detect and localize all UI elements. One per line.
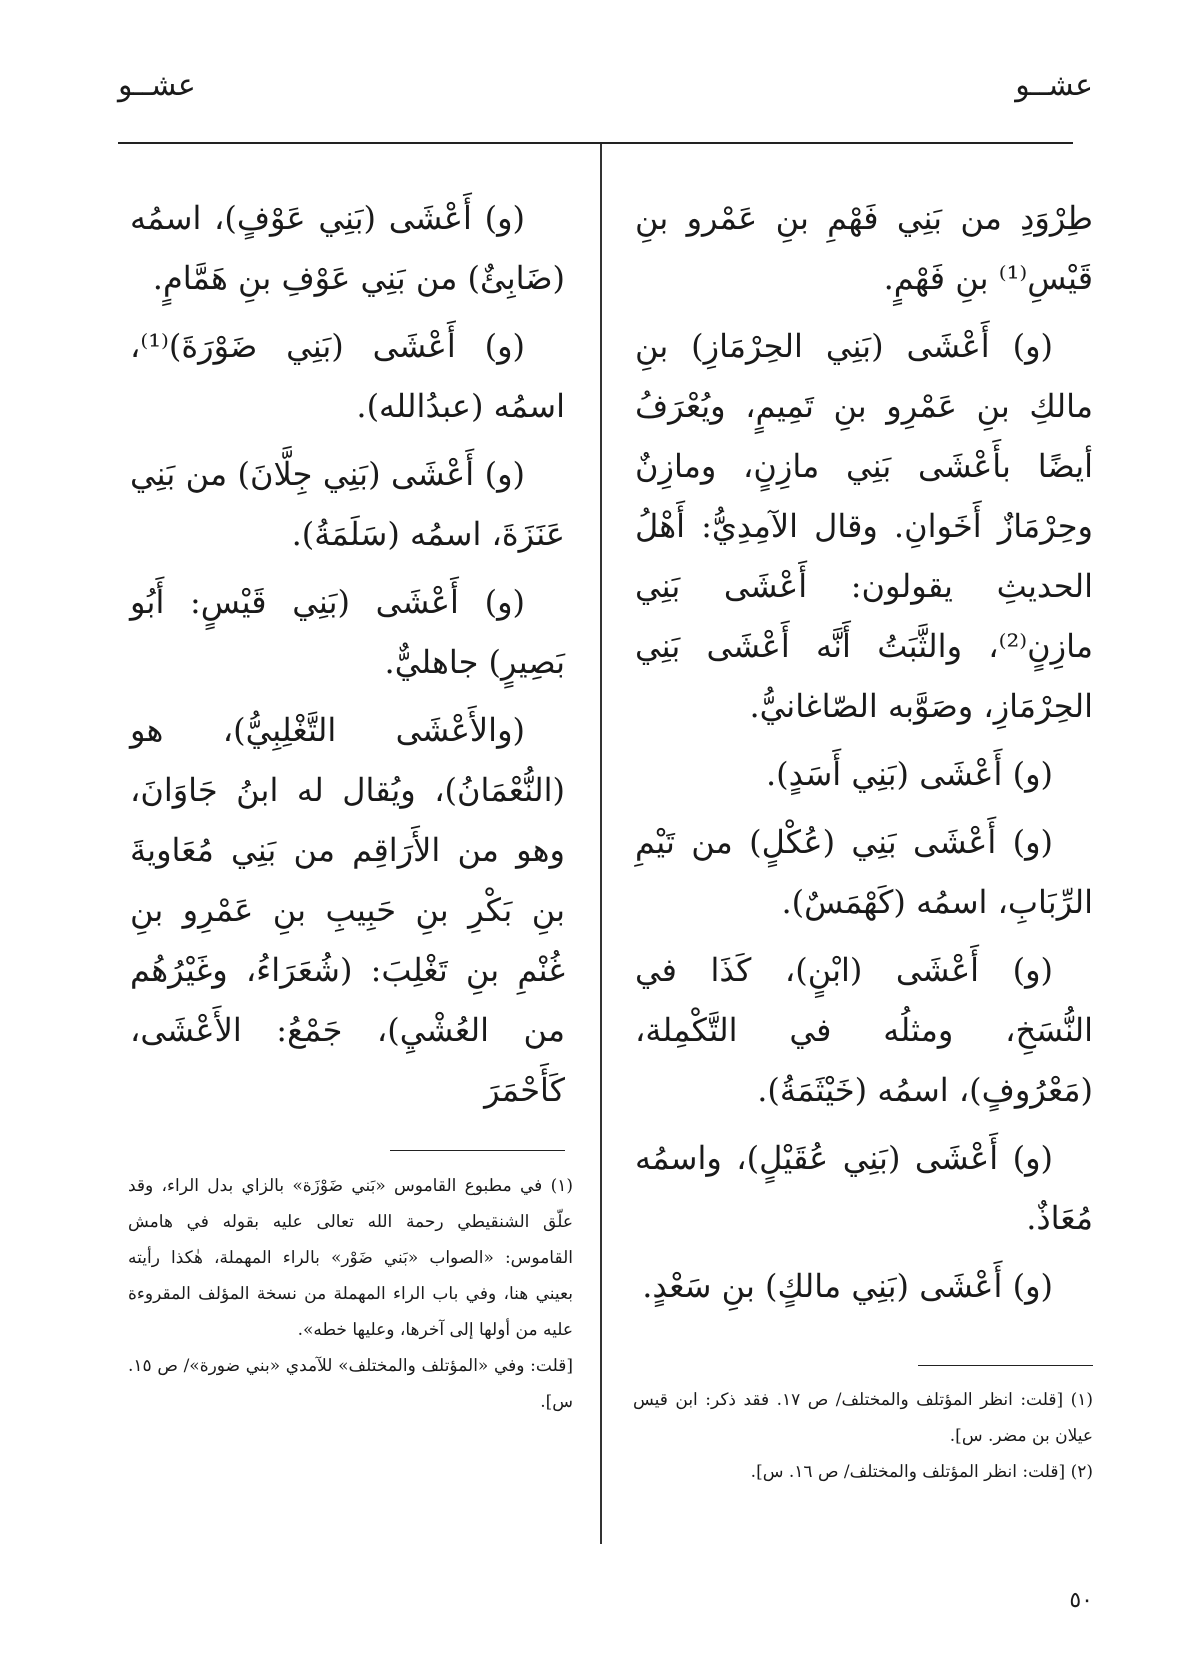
paragraph: (و) أَعْشَى (بَنِي جِلَّانَ) من بَنِي عَنَزَةَ، اسمُه (سَلَمَةُ). <box>130 455 565 553</box>
left-column <box>130 188 565 1128</box>
paragraph: (و) أَعْشَى (بَنِي ضَوْرَةَ)⁽¹⁾، اسمُه (عبدُالله). <box>130 327 565 425</box>
running-header-right: عشــو <box>1015 68 1093 103</box>
footnote-rule-right <box>918 1365 1093 1366</box>
paragraph: (و) أَعْشَى (بَنِي قَيْسٍ: أَبُو بَصِيرٍ) جاهليٌّ. <box>130 583 565 681</box>
paragraph: (و) أَعْشَى (بَنِي الحِرْمَازِ) بنِ مالكِ بنِ عَمْرِو بنِ تَمِيمٍ، ويُعْرَفُ أيضًا بأَعْشَى بَنِي مازِنٍ، ومازِنٌ وحِرْمَازٌ أَخَوانِ. وقال الآمِدِيُّ: أَهْلُ الحديثِ يقولون: أَعْشَى بَنِي مازِنٍ⁽²⁾، والثَّبَتُ أَنَّه أَعْشَى بَنِي الحِرْمَازِ، وصَوَّبه الصّاغانيُّ. <box>635 327 1093 725</box>
paragraph: (و) أَعْشَى (بَنِي عَوْفٍ)، اسمُه (ضَابِئٌ) من بَنِي عَوْفِ بنِ هَمَّامٍ. <box>130 199 565 297</box>
paragraph: طِرْوَدِ من بَنِي فَهْمِ بنِ عَمْرو بنِ قَيْسِ⁽¹⁾ بنِ فَهْمٍ. <box>635 199 1093 297</box>
paragraph: (و) أَعْشَى بَنِي (عُكْلٍ) من تَيْمِ الرِّبَابِ، اسمُه (كَهْمَسٌ). <box>635 823 1093 921</box>
footnotes-right <box>633 1382 1093 1490</box>
paragraph: (و) أَعْشَى (بَنِي أَسَدٍ). <box>765 755 1053 793</box>
footnote: [قلت: وفي «المؤتلف والمختلف» للآمدي «بني ضورة»/ ص ١٥. س]. <box>128 1356 573 1412</box>
running-header-left: عشــو <box>118 68 196 103</box>
column-divider <box>600 144 602 1544</box>
footnote: (١) في مطبوع القاموس «بَني ضَوْزَة» بالزاي بدل الراء، وقد علّق الشنقيطي رحمة الله تعالى عليه بقوله في هامش القاموس: «الصواب «بَني ضَوْر» بالراء المهملة، هٰكذا رأيته بعيني هنا، وفي باب الراء المهملة من نسخة المؤلف المقروءة عليه من أولها إلى آخرها، وعليها خطه». <box>128 1176 573 1340</box>
paragraph: (والأَعْشَى التَّغْلِبِيُّ)، هو (النُّعْمَانُ)، ويُقال له ابنُ جَاوَانَ، وهو من الأَرَاقِم من بَنِي مُعَاويةَ بنِ بَكْرِ بنِ حَبِيبِ بنِ عَمْرِو بنِ غُنْمِ بنِ تَغْلِبَ: (شُعَرَاءُ، وغَيْرُهُم من العُشْيِ)، جَمْعُ: الأَعْشَى، كَأَحْمَرَ <box>130 711 565 1109</box>
footnote-rule-left <box>390 1150 565 1151</box>
paragraph: (و) أَعْشَى (ابْنٍ)، كَذَا في النُّسَخِ، ومثلُه في التَّكْمِلة، (مَعْرُوفٍ)، اسمُه (خَيْثَمَةُ). <box>635 951 1093 1109</box>
paragraph: (و) أَعْشَى (بَنِي عُقَيْلٍ)، واسمُه مُعَاذٌ. <box>635 1139 1093 1237</box>
footnotes-left <box>128 1168 573 1420</box>
paragraph: (و) أَعْشَى (بَنِي مالكٍ) بنِ سَعْدٍ. <box>642 1267 1053 1305</box>
header-rule <box>118 142 1073 144</box>
footnote: (٢) [قلت: انظر المؤتلف والمختلف/ ص ١٦. س]. <box>750 1462 1093 1482</box>
page-number: ٥٠ <box>1069 1588 1093 1613</box>
right-column <box>635 188 1093 1324</box>
footnote: (١) [قلت: انظر المؤتلف والمختلف/ ص ١٧. فقد ذكر: ابن قيس عيلان بن مضر. س]. <box>633 1390 1094 1446</box>
